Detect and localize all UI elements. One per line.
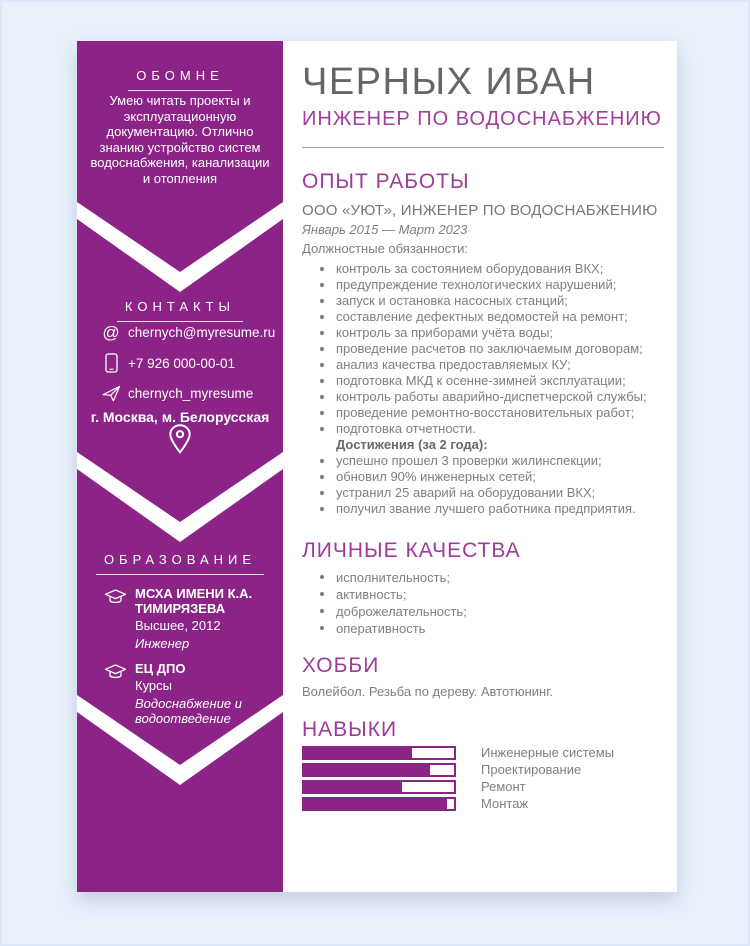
quality-item: [302, 569, 674, 586]
hobby-section-title: ХОББИ: [302, 654, 380, 677]
achievement-text: успешно прошел 3 проверки жилинспекции;: [336, 453, 602, 468]
quality-item: [302, 620, 674, 637]
skill-label: Ремонт: [481, 779, 526, 794]
duty-text: контроль за состоянием оборудования ВКХ;: [336, 261, 604, 276]
sidebar: [77, 41, 283, 892]
at-icon: @: [102, 323, 120, 342]
duty-item: [302, 341, 674, 357]
quality-text: доброжелательность;: [336, 604, 467, 619]
hobby-text: Волейбол. Резьба по дереву. Автотюнинг.: [302, 684, 553, 699]
skill-row: [302, 763, 674, 777]
skill-bar-fill: [304, 782, 402, 792]
skill-bar-fill: [304, 748, 412, 758]
telegram-value: chernych_myresume: [128, 386, 254, 401]
paper-plane-icon: [100, 385, 122, 402]
bullet-dot: [320, 491, 324, 495]
bullet-dot: [320, 475, 324, 479]
employment-period: Январь 2015 — Март 2023: [302, 222, 468, 237]
bullet-dot: [320, 411, 324, 415]
bullet-dot: [320, 379, 324, 383]
skill-label: Монтаж: [481, 796, 529, 811]
smartphone-icon: [100, 353, 122, 373]
bullet-dot: [320, 267, 324, 271]
duties-list: [302, 261, 674, 437]
skill-row: [302, 780, 674, 794]
person-name: ЧЕРНЫХ ИВАН: [302, 61, 596, 103]
duty-item: [302, 309, 674, 325]
school-name: МСХА ИМЕНИ К.А. ТИМИРЯЗЕВА: [135, 586, 253, 616]
bullet-dot: [320, 363, 324, 367]
achievements-list: [302, 453, 674, 517]
achievement-item: [302, 485, 674, 501]
achievement-text: получил звание лучшего работника предприятия.: [336, 501, 636, 516]
bullet-dot: [320, 299, 324, 303]
skill-row: [302, 797, 674, 811]
quality-text: оперативность: [336, 621, 426, 636]
achievement-item: [302, 469, 674, 485]
duty-item: [302, 373, 674, 389]
chevron-divider: [77, 452, 283, 542]
job-title: ИНЖЕНЕР ПО ВОДОСНАБЖЕНИЮ: [302, 108, 662, 130]
contacts-section-title: КОНТАКТЫ: [77, 298, 283, 322]
achievement-item: [302, 453, 674, 469]
duty-text: проведение расчетов по заключаемым договорам;: [336, 341, 643, 356]
school-name: ЕЦ ДПО: [135, 661, 186, 676]
skill-label: Проектирование: [481, 762, 582, 777]
skill-bar: [302, 746, 456, 760]
main-content: [302, 41, 674, 814]
bullet-dot: [320, 459, 324, 463]
duty-text: составление дефектных ведомостей на ремонт;: [336, 309, 628, 324]
resume-page: [77, 41, 677, 892]
email-value: chernych@myresume.ru: [128, 325, 276, 340]
duty-text: предупреждение технологических нарушений;: [336, 277, 617, 292]
quality-item: [302, 586, 674, 603]
bullet-dot: [320, 347, 324, 351]
quality-text: исполнительность;: [336, 570, 450, 585]
qualities-list: [302, 569, 674, 637]
achievement-item: [302, 501, 674, 517]
phone-row: [100, 353, 275, 373]
bullet-dot: [320, 609, 324, 613]
duty-text: подготовка МКД к осенне-зимней эксплуатации;: [336, 373, 626, 388]
skill-row: [302, 746, 674, 760]
duty-text: контроль работы аварийно-диспетчерской службы;: [336, 389, 647, 404]
achievement-text: устранил 25 аварий на оборудовании ВКХ;: [336, 485, 596, 500]
bullet-dot: [320, 315, 324, 319]
about-text: Умею читать проекты и эксплуатационную документацию. Отлично знанию устройство систем водоснабжения, канализации и отопления: [90, 93, 270, 186]
duty-item: [302, 261, 674, 277]
education-item: [104, 661, 258, 726]
bullet-dot: [320, 507, 324, 511]
duty-item: [302, 277, 674, 293]
quality-item: [302, 603, 674, 620]
graduation-cap-icon: [104, 588, 127, 605]
education-list: [104, 586, 258, 736]
major-field: Инженер: [135, 636, 190, 651]
chevron-divider: [77, 202, 283, 292]
experience-section-title: ОПЫТ РАБОТЫ: [302, 170, 470, 193]
graduation-cap-icon: [104, 663, 127, 680]
quality-text: активность;: [336, 587, 407, 602]
bullet-dot: [320, 575, 324, 579]
skill-bar: [302, 780, 456, 794]
bullet-dot: [320, 626, 324, 630]
duty-text: запуск и остановка насосных станций;: [336, 293, 568, 308]
duties-label: Должностные обязанности:: [302, 241, 468, 256]
duty-item: [302, 421, 674, 437]
header-divider: [302, 147, 664, 148]
location-pin-icon: [169, 424, 192, 454]
skill-bar-fill: [304, 799, 447, 809]
duty-text: подготовка отчетности.: [336, 421, 476, 436]
education-section-title: ОБРАЗОВАНИЕ: [77, 551, 283, 575]
skills-list: [302, 746, 674, 811]
company-position-line: ООО «УЮТ», ИНЖЕНЕР ПО ВОДОСНАБЖЕНИЮ: [302, 202, 658, 219]
skill-label: Инженерные системы: [481, 745, 615, 760]
skill-bar: [302, 797, 456, 811]
skill-bar-fill: [304, 765, 430, 775]
duty-item: [302, 389, 674, 405]
qualities-section-title: ЛИЧНЫЕ КАЧЕСТВА: [302, 539, 521, 562]
bullet-dot: [320, 283, 324, 287]
bullet-dot: [320, 395, 324, 399]
email-row: [100, 324, 275, 341]
duty-text: проведение ремонтно-восстановительных работ;: [336, 405, 635, 420]
duty-item: [302, 293, 674, 309]
contacts-list: [100, 324, 275, 414]
skills-section-title: НАВЫКИ: [302, 718, 398, 741]
major-field: Водоснабжение и водоотведение: [135, 696, 242, 726]
achievement-text: обновил 90% инженерных сетей;: [336, 469, 536, 484]
bullet-dot: [320, 592, 324, 596]
about-section-title: ОБОМНЕ: [77, 67, 283, 91]
duty-item: [302, 405, 674, 421]
telegram-row: [100, 385, 275, 402]
achievements-label: Достижения (за 2 года):: [336, 437, 488, 452]
phone-value: +7 926 000-00-01: [128, 355, 235, 371]
degree-level: Высшее, 2012: [135, 618, 221, 633]
duty-item: [302, 325, 674, 341]
duty-text: контроль за приборами учёта воды;: [336, 325, 554, 340]
bullet-dot: [320, 331, 324, 335]
address: г. Москва, м. Белорусская: [90, 409, 270, 425]
education-item: [104, 586, 258, 651]
duty-item: [302, 357, 674, 373]
duty-text: анализ качества предоставляемых КУ;: [336, 357, 571, 372]
degree-level: Курсы: [135, 678, 173, 693]
bullet-dot: [320, 427, 324, 431]
skill-bar: [302, 763, 456, 777]
